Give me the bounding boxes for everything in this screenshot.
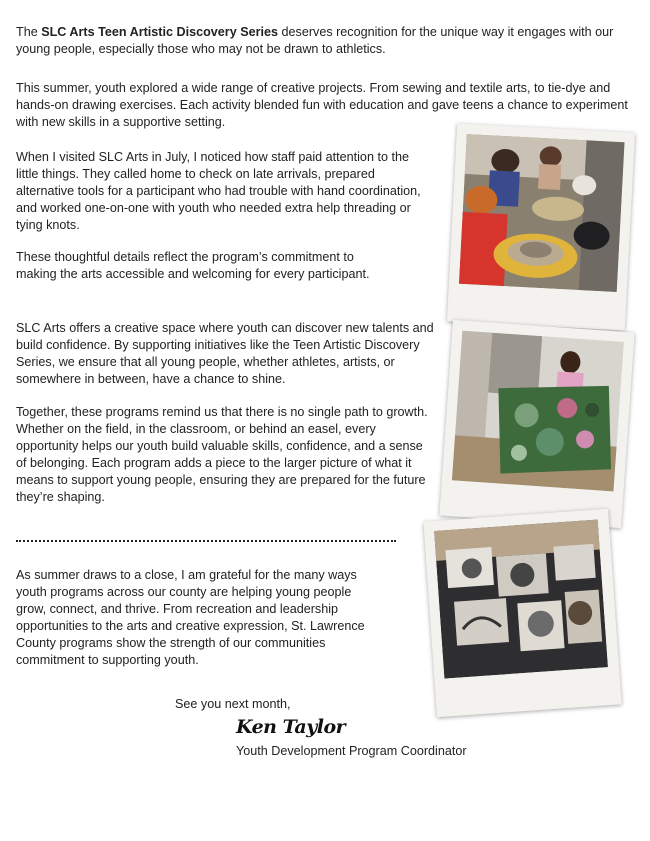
- signer-title: Youth Development Program Coordinator: [236, 744, 467, 758]
- creative-space-paragraph: SLC Arts offers a creative space where youth can discover new talents and build confidence. By supporting initiatives like the Teen Artistic Discovery Series, we ensure that all young people, whether athletes, artists, or somewhere in between, have a chance to shine.: [16, 321, 434, 386]
- intro-paragraph: [16, 24, 628, 58]
- programs-paragraph: Together, these programs remind us that there is no single path to growth. Whether on the field, in the classroom, or behind an easel, every opportunity helps our youth build valuable skills, confidence, and a sense of belonging. Each program adds a piece to the larger picture of what it means to support young people, ensuring they are prepared for the future they’re shaping.: [16, 405, 428, 504]
- charcoal-drawings-image: [434, 520, 608, 679]
- tie-dye-image: [452, 331, 624, 492]
- intro-prefix: The: [16, 25, 42, 39]
- visit-paragraph: When I visited SLC Arts in July, I noticed how staff paid attention to the little things. They called home to check on late arrivals, prepared alternative tools for a participant who had trouble with hand coordination, and worked one-on-one with youth who needed extra help threading or tying knots.: [16, 150, 421, 232]
- pottery-wheel-image: [459, 134, 625, 292]
- charcoal-drawings-photo: [423, 509, 621, 717]
- intro-rest: deserves recognition for the unique way it engages with our young people, especially those who may not be drawn to athletics.: [16, 25, 614, 56]
- pottery-wheel-photo: [447, 123, 635, 330]
- closing-paragraph: As summer draws to a close, I am grateful for the many ways youth programs across our county are helping young people grow, connect, and thrive. From recreation and leadership opportunities to the arts and creative expression, St. Lawrence County programs show the strength of our communities commitment to supporting youth.: [16, 568, 365, 667]
- tie-dye-fabric-photo: [439, 320, 634, 528]
- signature: Ken Taylor: [236, 716, 346, 738]
- dotted-divider: [16, 540, 396, 542]
- details-paragraph: These thoughtful details reflect the program’s commitment to making the arts accessible and welcoming for every participant.: [16, 250, 370, 281]
- signoff: See you next month,: [175, 697, 291, 711]
- program-name: SLC Arts Teen Artistic Discovery Series: [41, 25, 279, 39]
- summer-projects-paragraph: This summer, youth explored a wide range of creative projects. From sewing and textile arts, to tie-dye and hands-on drawing exercises. Each activity blended fun with education and gave teens a chance to experiment with new skills in a supportive setting.: [16, 81, 628, 129]
